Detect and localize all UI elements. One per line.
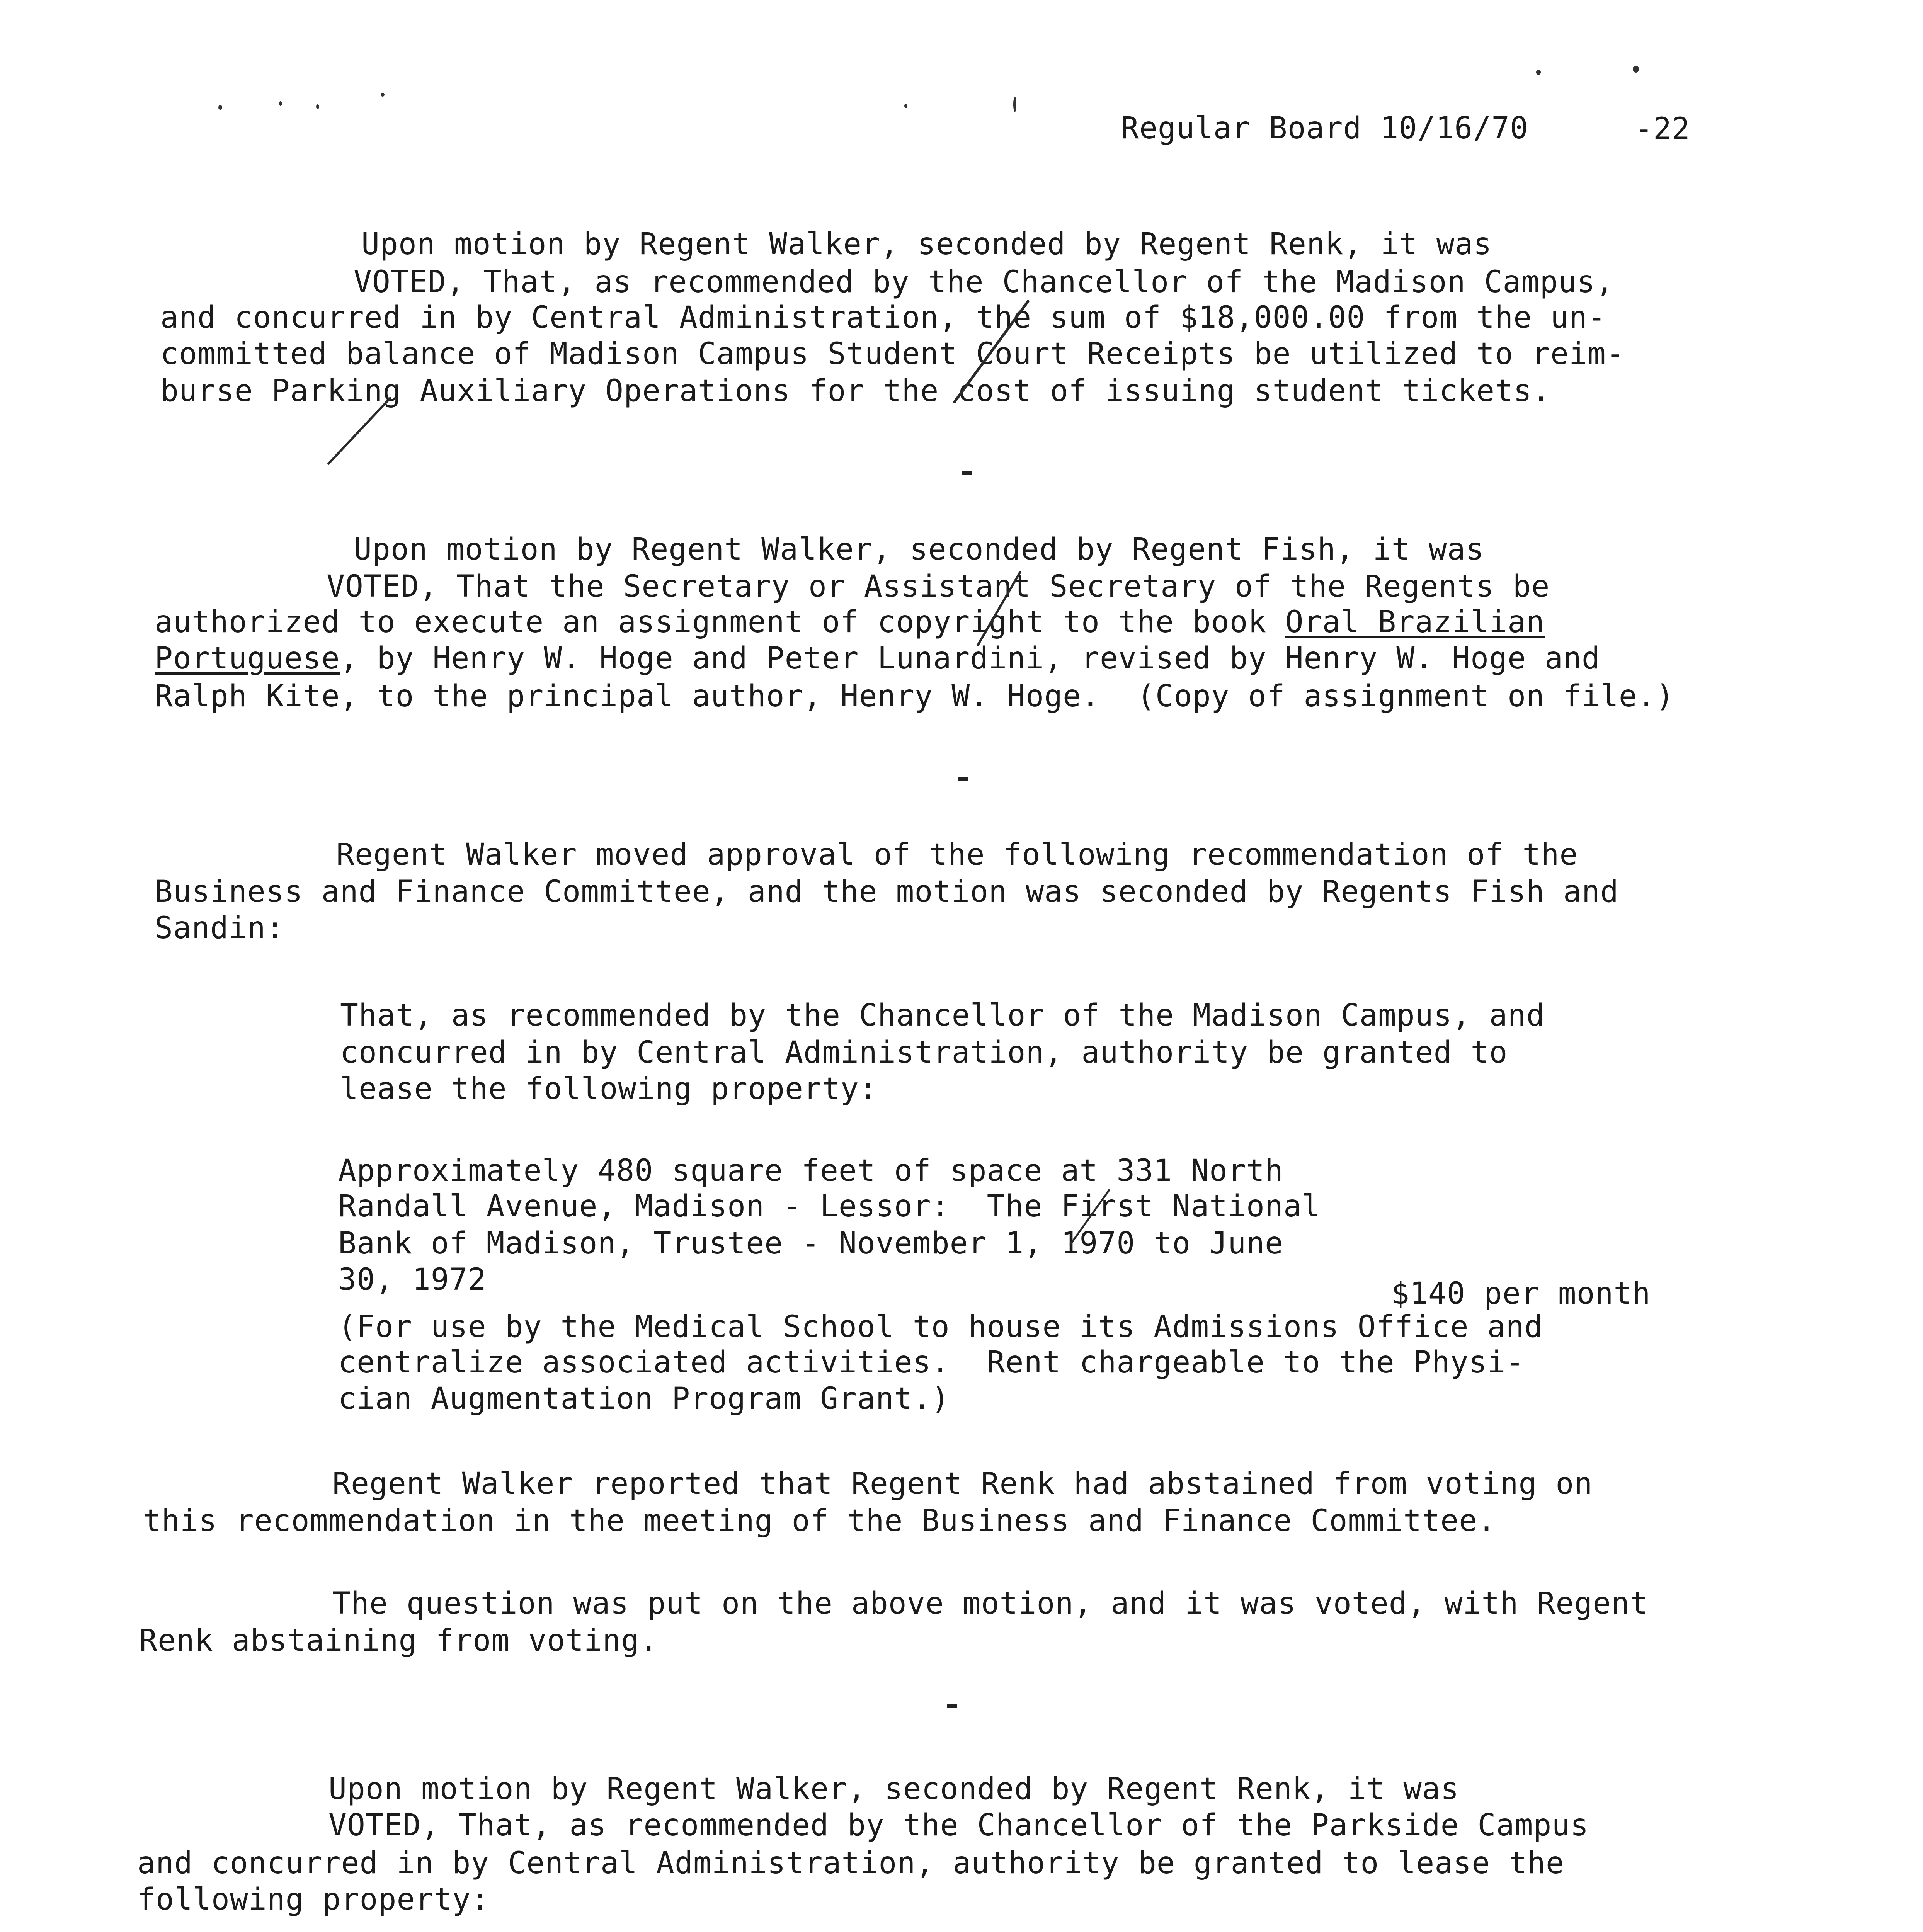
text-line: and concurred in by Central Administration, authority be granted to lease the — [137, 1846, 1564, 1881]
text-line: Sandin: — [155, 911, 284, 946]
text-line: Approximately 480 square feet of space at 331 North — [338, 1153, 1283, 1188]
text-line: lease the following property: — [340, 1071, 878, 1106]
text-line: That, as recommended by the Chancellor of the Madison Campus, and — [340, 998, 1545, 1033]
pen-slash — [955, 301, 1028, 402]
text-line: Bank of Madison, Trustee - November 1, 1970 to June — [338, 1226, 1283, 1261]
text-line: VOTED, That, as recommended by the Chancellor of the Madison Campus, — [354, 265, 1614, 299]
text-line: Upon motion by Regent Walker, seconded by Regent Renk, it was — [361, 227, 1492, 262]
text-line: VOTED, That, as recommended by the Chancellor of the Parkside Campus — [328, 1808, 1589, 1843]
lease-rent: $140 per month — [1391, 1276, 1651, 1311]
pen-slash — [1070, 1190, 1109, 1244]
text-line: and concurred in by Central Administration, the sum of $18,000.00 from the un- — [160, 300, 1606, 335]
text-line: Renk abstaining from voting. — [139, 1623, 658, 1658]
text-line: Randall Avenue, Madison - Lessor: The First National — [338, 1189, 1321, 1224]
text-line: (For use by the Medical School to house its Admissions Office and — [338, 1310, 1543, 1344]
text-segment: authorized to execute an assignment of copyright to the book — [155, 605, 1285, 639]
pen-slash — [328, 398, 390, 464]
text-line: Ralph Kite, to the principal author, Henry W. Hoge. (Copy of assignment on file.) — [155, 679, 1675, 714]
text-line: Regent Walker moved approval of the following recommendation of the — [336, 837, 1578, 872]
text-line: 30, 1972 — [338, 1262, 487, 1297]
text-line: cian Augmentation Program Grant.) — [338, 1381, 950, 1416]
text-line: centralize associated activities. Rent chargeable to the Physi- — [338, 1345, 1525, 1380]
text-line: this recommendation in the meeting of the Business and Finance Committee. — [143, 1503, 1496, 1538]
pen-slash — [978, 572, 1020, 645]
text-line: concurred in by Central Administration, authority be granted to — [340, 1035, 1508, 1070]
text-line: VOTED, That the Secretary or Assistant Secretary of the Regents be — [327, 569, 1550, 604]
text-line: committed balance of Madison Campus Student Court Receipts be utilized to reim- — [160, 337, 1625, 371]
text-line: Regent Walker reported that Regent Renk had abstained from voting on — [332, 1466, 1593, 1501]
text-line: Business and Finance Committee, and the motion was seconded by Regents Fish and — [155, 874, 1619, 909]
text-line: following property: — [137, 1882, 490, 1917]
text-line: The question was put on the above motion, and it was voted, with Regent — [332, 1586, 1649, 1621]
text-line: burse Parking Auxiliary Operations for the cost of issuing student tickets. — [160, 374, 1550, 408]
text-segment: , by Henry W. Hoge and Peter Lunardini, revised by Henry W. Hoge and — [340, 641, 1600, 676]
header-meeting-date: Regular Board 10/16/70 — [1121, 111, 1529, 146]
book-title: Portuguese — [155, 641, 340, 676]
text-line: Upon motion by Regent Walker, seconded by Regent Renk, it was — [328, 1772, 1459, 1806]
text-line: Upon motion by Regent Walker, seconded by Regent Fish, it was — [354, 532, 1484, 567]
header-page-ref: -22 — [1635, 112, 1690, 146]
book-title: Oral Brazilian — [1285, 605, 1545, 639]
